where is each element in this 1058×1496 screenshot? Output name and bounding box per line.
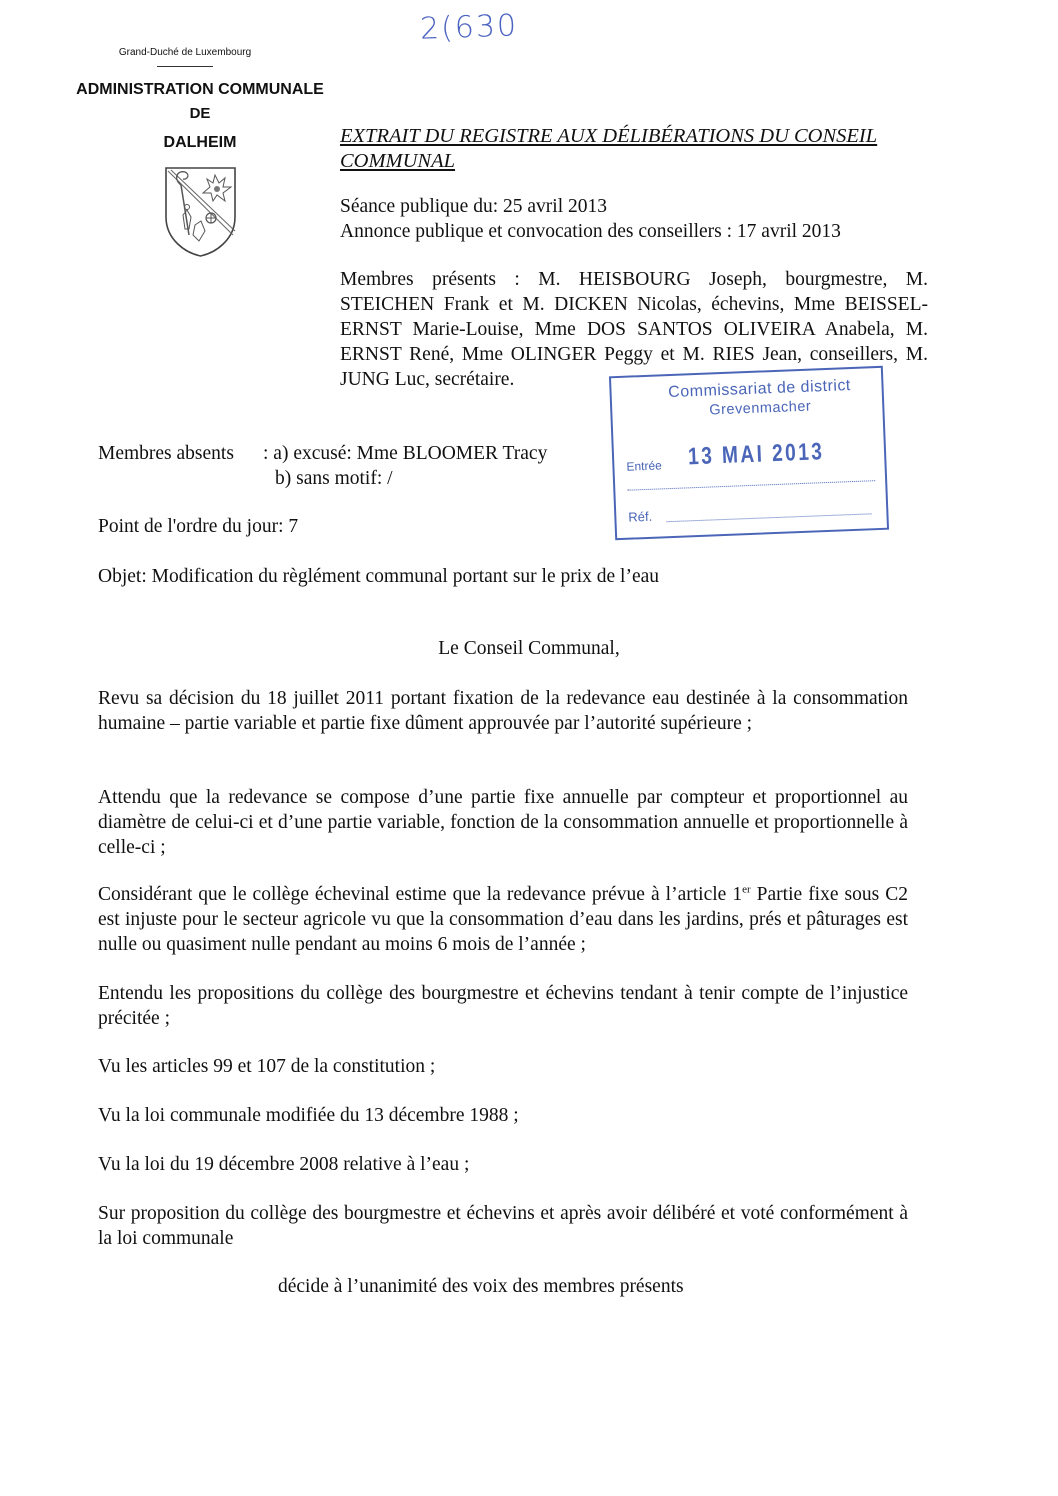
paragraph-considerant-part2: Partie fixe sous C2 est injuste pour le secteur agricole vu que la consommation d’eau dans les jardins, prés et pâturages est nulle ou quasiment nulle pendant au moins 6 mois de l’année ; [98,884,909,955]
stamp-separator [627,480,875,491]
absent-excused: : a) excusé: Mme BLOOMER Tracy [263,443,548,464]
stamp-ref-line [667,513,872,522]
received-stamp [609,366,889,540]
admin-name-line2: DE [189,105,211,122]
paragraph-entendu: Entendu les propositions du collège des bourgmestre et échevins tendant à tenir compte de l’injustice précitée ; [98,983,908,1029]
header-rule [157,66,213,67]
paragraph-vu-loi-eau: Vu la loi du 19 décembre 2008 relative à l’eau ; [98,1154,470,1175]
decision-line: décide à l’unanimité des voix des membres présents [278,1276,684,1297]
paragraph-vu-loi-communale: Vu la loi communale modifiée du 13 décembre 1988 ; [98,1105,519,1126]
document-title-line1: EXTRAIT DU REGISTRE AUX DÉLIBÉRATIONS DU CONSEIL [340,125,878,147]
subject-line: Objet: Modification du règlément communal portant sur le prix de l’eau [98,566,660,587]
paragraph-attendu: Attendu que la redevance se compose d’une partie fixe annuelle par compteur et proportionnel au diamètre de celui-ci et d’une partie variable, fonction de la consommation annuelle et proportionnelle à celle-ci ; [98,787,908,858]
stamp-office-place: Grevenmacher [709,398,812,419]
agenda-point: Point de l'ordre du jour: 7 [98,516,299,537]
dalheim-coat-of-arms-icon [163,165,238,258]
absent-members-label: Membres absents [98,443,234,464]
paragraph-vu-constitution: Vu les articles 99 et 107 de la constitution ; [98,1056,436,1077]
stamp-ref-label: Réf. [628,508,653,525]
admin-name-line1: ADMINISTRATION COMMUNALE [76,81,324,98]
admin-name-line3: DALHEIM [163,134,237,151]
handwritten-reference-number: 2(630 [419,8,519,47]
session-date: Séance publique du: 25 avril 2013 [340,196,607,217]
document-title-line2: COMMUNAL [340,150,456,172]
stamp-entry-date: 13 MAI 2013 [687,438,825,471]
session-announcement: Annonce publique et convocation des conseillers : 17 avril 2013 [340,221,841,242]
members-present: Membres présents : M. HEISBOURG Joseph, bourgmestre, M. STEICHEN Frank et M. DICKEN Nicolas, échevins, Mme BEISSEL-ERNST Marie-Louise, Mme DOS SANTOS OLIVEIRA Anabela, M. ERNST René, Mme OLINGER Peggy et M. RIES Jean, conseillers, M. JUNG Luc, secrétaire. [340,269,928,390]
country-name: Grand-Duché de Luxembourg [118,47,252,58]
absent-unexcused: b) sans motif: / [275,468,393,489]
paragraph-proposition: Sur proposition du collège des bourgmestre et échevins et après avoir délibéré et voté conformément à la loi communale [98,1203,908,1249]
council-heading: Le Conseil Communal, [438,638,620,659]
ordinal-superscript: er [742,883,751,896]
paragraph-considerant-part1: Considérant que le collège échevinal estime que la redevance prévue à l’article 1 [98,884,743,905]
stamp-office-name: Commissariat de district [667,377,852,402]
paragraph-revu: Revu sa décision du 18 juillet 2011 portant fixation de la redevance eau destinée à la consommation humaine – partie variable et partie fixe dûment approuvée par l’autorité supérieure ; [98,688,908,734]
stamp-entry-label: Entrée [626,458,663,474]
paragraph-considerant [98,882,908,957]
